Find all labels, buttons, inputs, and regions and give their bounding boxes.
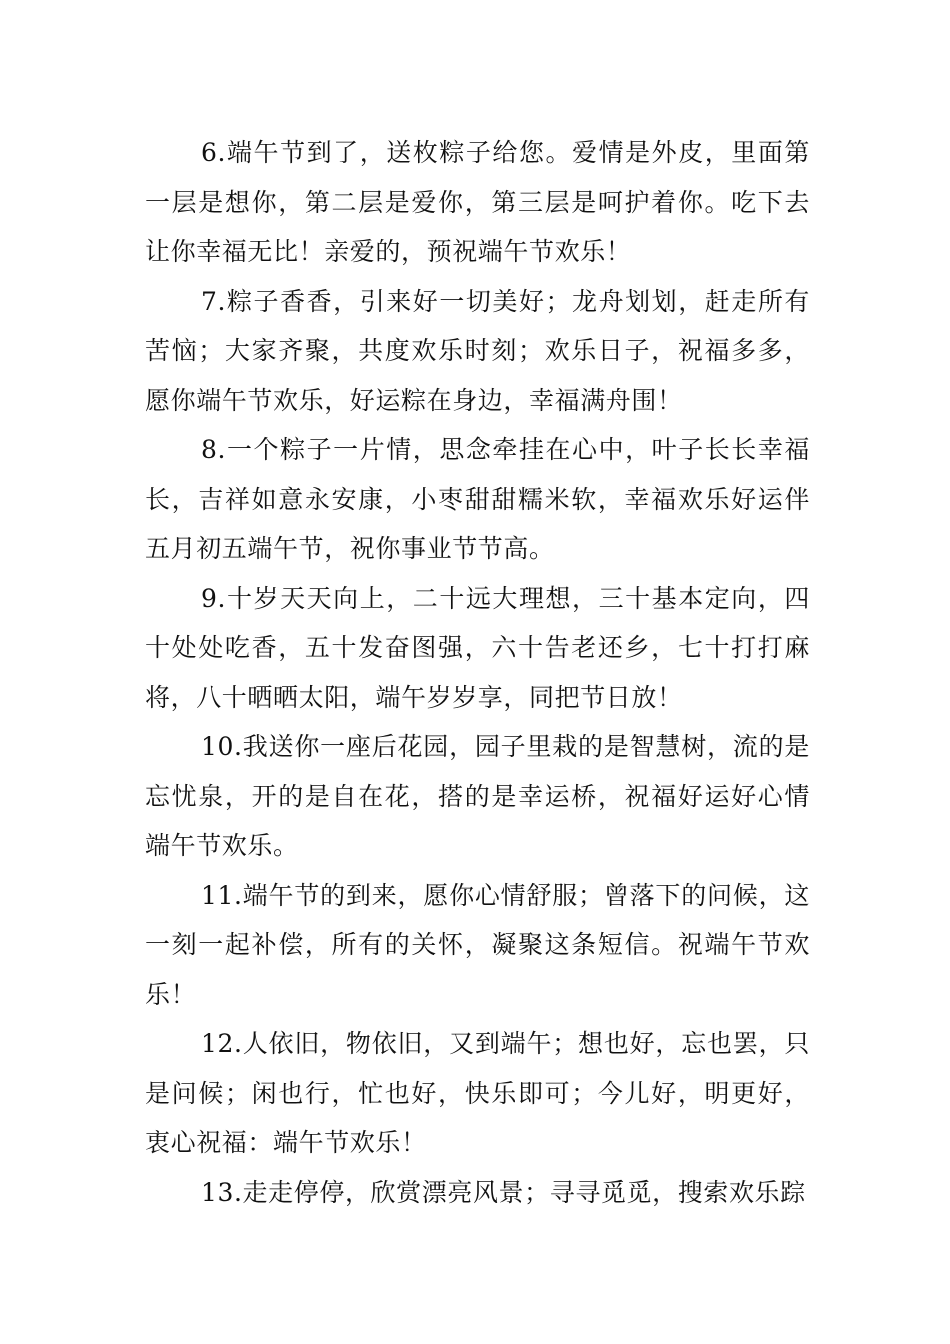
paragraph-11: 11.端午节的到来，愿你心情舒服；曾落下的问候，这一刻一起补偿，所有的关怀，凝聚这条短信。祝端午节欢乐！ [145, 880, 810, 1009]
paragraph-12: 12.人依旧，物依旧，又到端午；想也好，忘也罢，只是问候；闲也行，忙也好，快乐即可；今儿好，明更好，衷心祝福：端午节欢乐！ [145, 1029, 810, 1157]
paragraph-13: 13.走走停停，欣赏漂亮风景；寻寻觅觅，搜索欢乐踪 [201, 1177, 806, 1207]
document-body [145, 128, 810, 1217]
paragraph-9: 9.十岁天天向上，二十远大理想，三十基本定向，四十处处吃香，五十发奋图强，六十告老还乡，七十打打麻将，八十晒晒太阳，端午岁岁享，同把节日放！ [145, 583, 810, 712]
paragraph-8: 8.一个粽子一片情，思念牵挂在心中，叶子长长幸福长，吉祥如意永安康，小枣甜甜糯米软，幸福欢乐好运伴五月初五端午节，祝你事业节节高。 [145, 435, 810, 563]
paragraph-7: 7.粽子香香，引来好一切美好；龙舟划划，赶走所有苦恼；大家齐聚，共度欢乐时刻；欢乐日子，祝福多多，愿你端午节欢乐，好运粽在身边，幸福满舟围！ [145, 286, 810, 415]
paragraph-10: 10.我送你一座后花园，园子里栽的是智慧树，流的是忘忧泉，开的是自在花，搭的是幸运桥，祝福好运好心情端午节欢乐。 [145, 732, 810, 860]
paragraph-6: 6.端午节到了，送枚粽子给您。爱情是外皮，里面第一层是想你，第二层是爱你，第三层是呵护着你。吃下去让你幸福无比！亲爱的，预祝端午节欢乐！ [145, 138, 810, 266]
